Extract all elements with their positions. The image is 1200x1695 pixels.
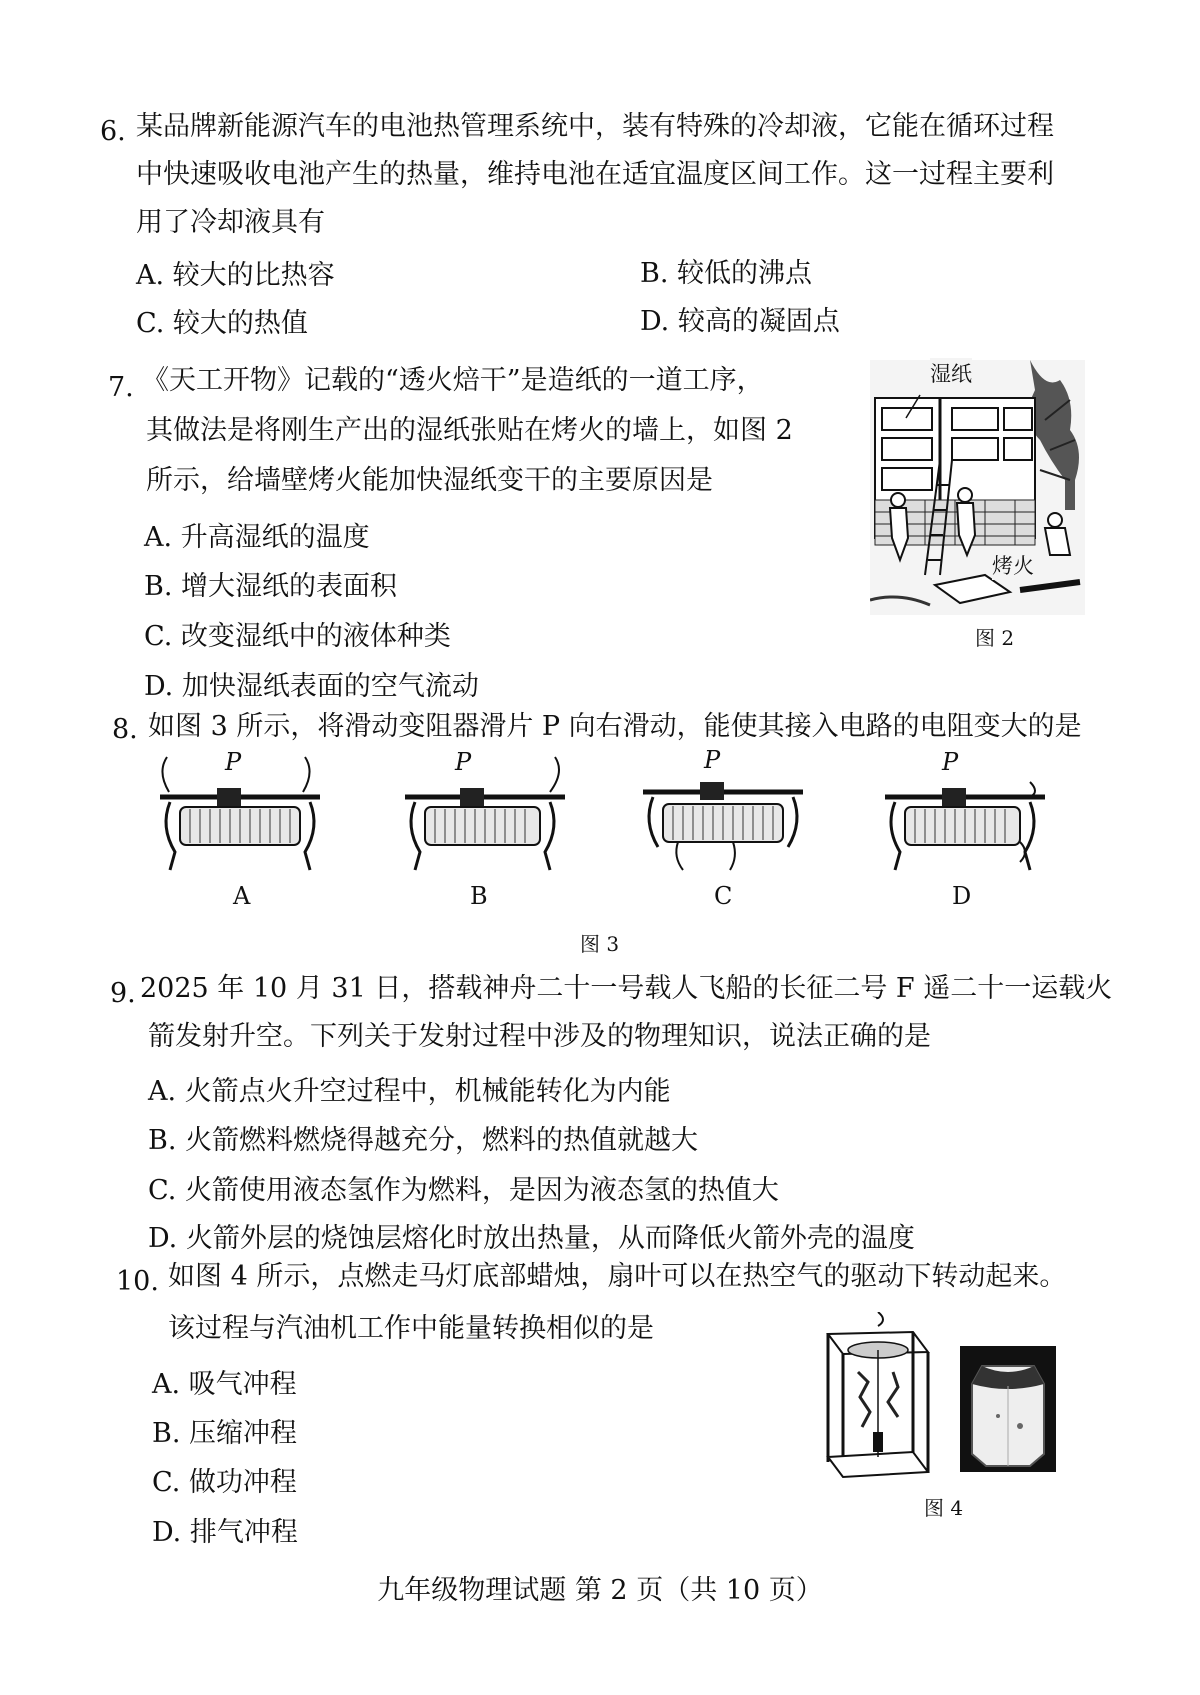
- option-a: A. 吸气冲程: [152, 1369, 297, 1400]
- question-text-line: 如图 4 所示，点燃走马灯底部蜡烛，扇叶可以在热空气的驱动下转动起来。: [168, 1261, 1067, 1292]
- figure-2-caption: 图 2: [975, 626, 1015, 650]
- figure-4-caption: 图 4: [924, 1496, 964, 1520]
- option-b: B. 压缩冲程: [152, 1418, 298, 1449]
- question-number: 6.: [100, 116, 126, 147]
- rheostat-c-drawing: [638, 752, 808, 882]
- page-footer: 九年级物理试题 第 2 页（共 10 页）: [377, 1575, 823, 1606]
- figure-4-lantern-frame: [818, 1312, 933, 1480]
- option-c: C. 做功冲程: [152, 1467, 297, 1498]
- question-text-line: 其做法是将刚生产出的湿纸张贴在烤火的墙上，如图 2: [146, 415, 793, 446]
- option-a: A. 升高湿纸的温度: [144, 522, 370, 553]
- question-text-line: 《天工开物》记载的“透火焙干”是造纸的一道工序，: [142, 365, 764, 396]
- option-c: C. 火箭使用液态氢作为燃料，是因为液态氢的热值大: [148, 1175, 779, 1206]
- rheostat-c: [638, 746, 808, 910]
- slider-label-p: P: [455, 748, 472, 776]
- rheostat-b-drawing: [400, 752, 570, 882]
- option-b: B. 火箭燃料燃烧得越充分，燃料的热值就越大: [148, 1125, 699, 1156]
- question-text-line: 中快速吸收电池产生的热量，维持电池在适宜温度区间工作。这一过程主要利: [136, 159, 1054, 190]
- option-label-d: D: [952, 882, 972, 910]
- figure-label-wet-paper: 湿纸: [930, 358, 972, 388]
- question-text-line: 所示，给墙壁烤火能加快湿纸变干的主要原因是: [146, 465, 713, 496]
- option-c: C. 较大的热值: [136, 308, 308, 339]
- figure-4-lantern-photo: [960, 1346, 1056, 1472]
- rheostat-d: [880, 748, 1050, 910]
- option-label-c: C: [714, 882, 733, 910]
- question-number: 7.: [108, 372, 134, 403]
- option-d: D. 加快湿纸表面的空气流动: [144, 671, 479, 702]
- question-text-line: 该过程与汽油机工作中能量转换相似的是: [168, 1313, 654, 1344]
- option-d: D. 排气冲程: [152, 1517, 298, 1548]
- option-label-a: A: [233, 882, 251, 910]
- question-number: 10.: [116, 1266, 159, 1297]
- slider-label-p: P: [704, 746, 721, 774]
- slider-label-p: P: [225, 748, 242, 776]
- rheostat-a: [155, 748, 325, 910]
- question-number: 9.: [110, 978, 136, 1009]
- rheostat-b: [400, 748, 570, 910]
- option-b: B. 增大湿纸的表面积: [144, 571, 398, 602]
- slider-label-p: P: [942, 748, 959, 776]
- option-c: C. 改变湿纸中的液体种类: [144, 621, 451, 652]
- question-text-line: 箭发射升空。下列关于发射过程中涉及的物理知识，说法正确的是: [148, 1021, 931, 1052]
- option-b: B. 较低的沸点: [640, 258, 813, 289]
- option-d: D. 较高的凝固点: [640, 306, 840, 337]
- option-label-b: B: [470, 882, 488, 910]
- option-a: A. 较大的比热容: [136, 260, 335, 291]
- question-number: 8.: [112, 714, 138, 745]
- question-text-line: 某品牌新能源汽车的电池热管理系统中，装有特殊的冷却液，它能在循环过程: [136, 111, 1054, 142]
- rheostat-d-drawing: [880, 752, 1050, 882]
- figure-label-fire: 烤火: [992, 550, 1034, 580]
- option-a: A. 火箭点火升空过程中，机械能转化为内能: [148, 1076, 671, 1107]
- option-d: D. 火箭外层的烧蚀层熔化时放出热量，从而降低火箭外壳的温度: [148, 1223, 915, 1254]
- question-text-line: 用了冷却液具有: [136, 207, 325, 238]
- figure-3-caption: 图 3: [580, 932, 620, 956]
- question-text-line: 2025 年 10 月 31 日，搭载神舟二十一号载人飞船的长征二号 F 遥二十一运载火: [140, 973, 1113, 1004]
- figure-2-paper-drying-illustration: [870, 360, 1085, 615]
- question-text-line: 如图 3 所示，将滑动变阻器滑片 P 向右滑动，能使其接入电路的电阻变大的是: [148, 711, 1082, 742]
